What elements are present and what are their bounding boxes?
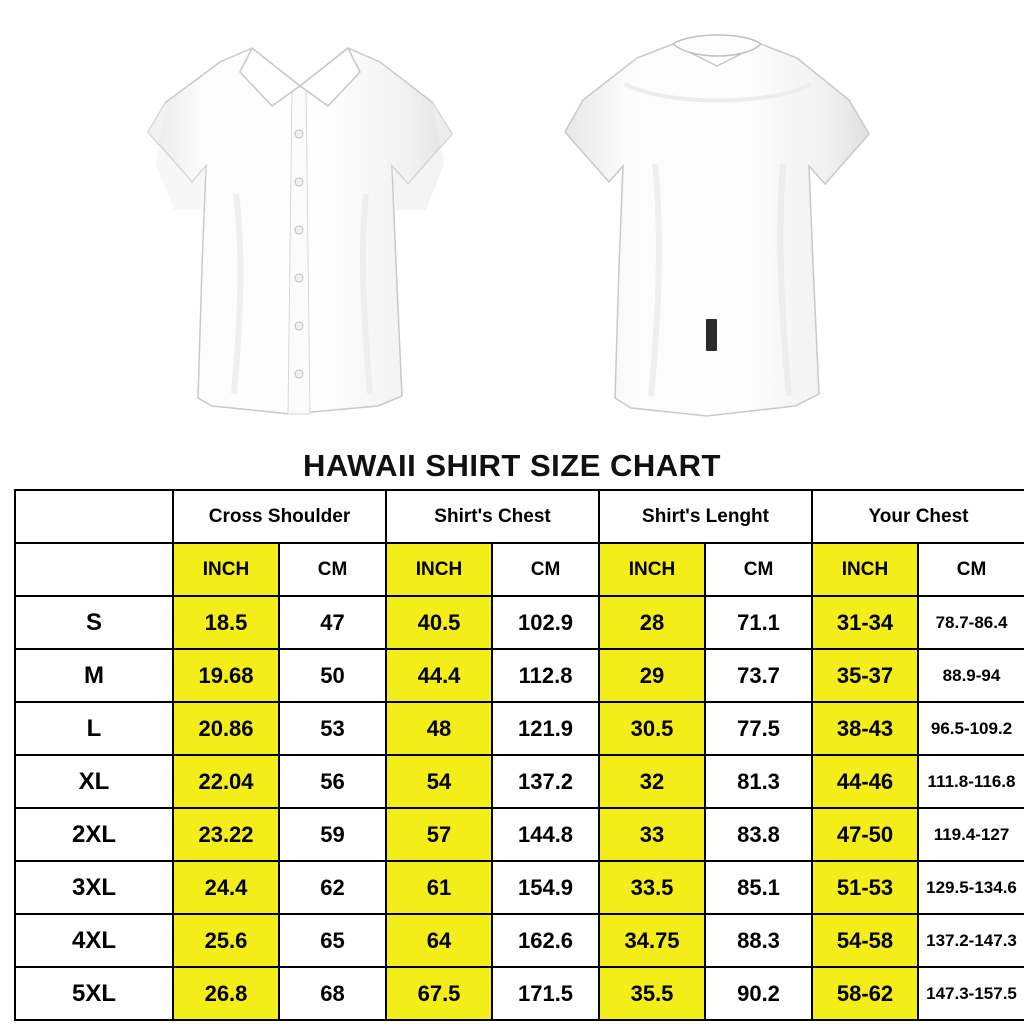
- unit-chest-inch: INCH: [386, 543, 492, 596]
- unit-length-cm: CM: [705, 543, 812, 596]
- cell-length-inch: 29: [599, 649, 705, 702]
- shirt-back-image: [555, 14, 885, 434]
- unit-corner-cell: [15, 543, 173, 596]
- header-shirts-chest: Shirt's Chest: [386, 490, 599, 543]
- table-row: [15, 755, 1024, 808]
- cell-length-cm: 73.7: [705, 649, 812, 702]
- cell-cross-shoulder-cm: 59: [279, 808, 386, 861]
- cell-your-chest-inch: 31-34: [812, 596, 918, 649]
- cell-your-chest-cm: 88.9-94: [918, 649, 1024, 702]
- cell-length-cm: 83.8: [705, 808, 812, 861]
- cell-chest-inch: 67.5: [386, 967, 492, 1020]
- cell-cross-shoulder-inch: 25.6: [173, 914, 279, 967]
- cell-length-inch: 33: [599, 808, 705, 861]
- table-unit-header-row: [15, 543, 1024, 596]
- table-row: [15, 914, 1024, 967]
- cell-length-inch: 30.5: [599, 702, 705, 755]
- page-title: HAWAII SHIRT SIZE CHART: [303, 448, 721, 483]
- cell-your-chest-cm: 78.7-86.4: [918, 596, 1024, 649]
- row-size-label: 2XL: [15, 808, 173, 861]
- cell-cross-shoulder-inch: 19.68: [173, 649, 279, 702]
- table-row: [15, 596, 1024, 649]
- row-size-label: 3XL: [15, 861, 173, 914]
- cell-chest-inch: 40.5: [386, 596, 492, 649]
- row-size-label: M: [15, 649, 173, 702]
- cell-cross-shoulder-cm: 53: [279, 702, 386, 755]
- cell-chest-cm: 171.5: [492, 967, 599, 1020]
- unit-your-chest-cm: CM: [918, 543, 1024, 596]
- table-row: [15, 808, 1024, 861]
- cell-cross-shoulder-cm: 65: [279, 914, 386, 967]
- cell-your-chest-inch: 58-62: [812, 967, 918, 1020]
- unit-cross-shoulder-inch: INCH: [173, 543, 279, 596]
- cell-chest-inch: 54: [386, 755, 492, 808]
- cell-chest-cm: 162.6: [492, 914, 599, 967]
- cell-chest-inch: 57: [386, 808, 492, 861]
- cell-length-cm: 85.1: [705, 861, 812, 914]
- cell-length-cm: 77.5: [705, 702, 812, 755]
- cell-cross-shoulder-cm: 47: [279, 596, 386, 649]
- cell-length-cm: 81.3: [705, 755, 812, 808]
- header-shirts-length: Shirt's Lenght: [599, 490, 812, 543]
- cell-length-cm: 90.2: [705, 967, 812, 1020]
- size-chart-table: [14, 489, 1024, 1021]
- cell-your-chest-cm: 147.3-157.5: [918, 967, 1024, 1020]
- table-row: [15, 649, 1024, 702]
- cell-your-chest-inch: 47-50: [812, 808, 918, 861]
- cell-length-inch: 28: [599, 596, 705, 649]
- table-group-header-row: [15, 490, 1024, 543]
- cell-length-inch: 34.75: [599, 914, 705, 967]
- cell-chest-cm: 102.9: [492, 596, 599, 649]
- cell-your-chest-cm: 96.5-109.2: [918, 702, 1024, 755]
- unit-length-inch: INCH: [599, 543, 705, 596]
- header-corner-cell: [15, 490, 173, 543]
- cell-cross-shoulder-inch: 18.5: [173, 596, 279, 649]
- cell-chest-cm: 112.8: [492, 649, 599, 702]
- cell-cross-shoulder-inch: 26.8: [173, 967, 279, 1020]
- size-chart-table-wrapper: [14, 489, 1017, 1021]
- cell-cross-shoulder-inch: 20.86: [173, 702, 279, 755]
- cell-your-chest-inch: 38-43: [812, 702, 918, 755]
- cell-your-chest-inch: 35-37: [812, 649, 918, 702]
- cell-chest-inch: 64: [386, 914, 492, 967]
- shirt-illustrations: [0, 0, 1024, 448]
- cell-cross-shoulder-inch: 24.4: [173, 861, 279, 914]
- row-size-label: S: [15, 596, 173, 649]
- cell-chest-cm: 121.9: [492, 702, 599, 755]
- table-row: [15, 967, 1024, 1020]
- unit-chest-cm: CM: [492, 543, 599, 596]
- cell-your-chest-inch: 54-58: [812, 914, 918, 967]
- cell-your-chest-inch: 44-46: [812, 755, 918, 808]
- cell-length-inch: 32: [599, 755, 705, 808]
- shirt-front-image: [140, 14, 470, 434]
- cell-cross-shoulder-cm: 68: [279, 967, 386, 1020]
- cell-your-chest-cm: 111.8-116.8: [918, 755, 1024, 808]
- unit-cross-shoulder-cm: CM: [279, 543, 386, 596]
- cell-your-chest-cm: 119.4-127: [918, 808, 1024, 861]
- cell-cross-shoulder-inch: 23.22: [173, 808, 279, 861]
- cell-chest-inch: 61: [386, 861, 492, 914]
- cell-your-chest-cm: 137.2-147.3: [918, 914, 1024, 967]
- cell-length-inch: 33.5: [599, 861, 705, 914]
- cell-cross-shoulder-cm: 62: [279, 861, 386, 914]
- header-cross-shoulder: Cross Shoulder: [173, 490, 386, 543]
- cell-length-inch: 35.5: [599, 967, 705, 1020]
- row-size-label: 4XL: [15, 914, 173, 967]
- row-size-label: L: [15, 702, 173, 755]
- cell-cross-shoulder-cm: 56: [279, 755, 386, 808]
- header-your-chest: Your Chest: [812, 490, 1024, 543]
- cell-chest-inch: 44.4: [386, 649, 492, 702]
- cell-length-cm: 71.1: [705, 596, 812, 649]
- cell-your-chest-inch: 51-53: [812, 861, 918, 914]
- unit-your-chest-inch: INCH: [812, 543, 918, 596]
- cell-chest-cm: 144.8: [492, 808, 599, 861]
- cell-chest-inch: 48: [386, 702, 492, 755]
- row-size-label: 5XL: [15, 967, 173, 1020]
- row-size-label: XL: [15, 755, 173, 808]
- table-row: [15, 702, 1024, 755]
- cell-cross-shoulder-cm: 50: [279, 649, 386, 702]
- cell-cross-shoulder-inch: 22.04: [173, 755, 279, 808]
- cell-length-cm: 88.3: [705, 914, 812, 967]
- cell-your-chest-cm: 129.5-134.6: [918, 861, 1024, 914]
- cell-chest-cm: 154.9: [492, 861, 599, 914]
- cell-chest-cm: 137.2: [492, 755, 599, 808]
- table-row: [15, 861, 1024, 914]
